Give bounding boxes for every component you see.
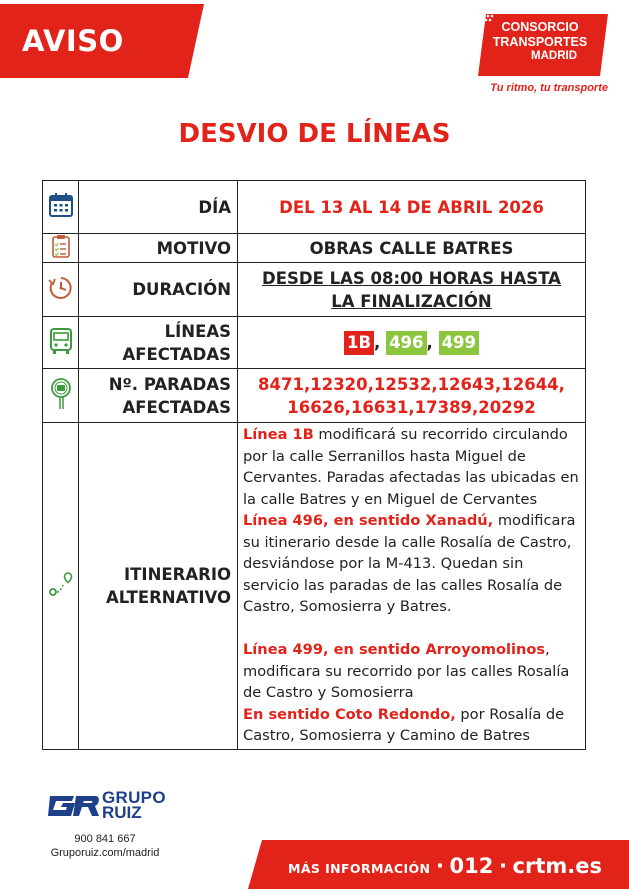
clock-icon (47, 274, 75, 302)
icon-cell (43, 369, 79, 423)
paragraph-text: por Rosalía de Castro, Somosierra y Camino de Batres (243, 705, 565, 744)
more-info-banner (248, 840, 629, 889)
table-row (43, 263, 586, 317)
clipboard-icon (50, 234, 72, 258)
grupo-ruiz-emblem-icon (48, 788, 100, 822)
grupo-ruiz-logo (48, 788, 188, 824)
table-row (43, 181, 586, 234)
icon-cell (43, 181, 79, 234)
website-link[interactable]: Gruporuiz.com/madrid (50, 847, 160, 859)
more-info-label: MÁS INFORMACIÓN (288, 861, 431, 876)
table-row (43, 423, 586, 750)
line-badge-496: 496 (386, 331, 426, 355)
more-info-text (288, 854, 602, 878)
stops-line: 8471,12320,12532,12643,12644, (258, 374, 565, 394)
table-row (43, 234, 586, 263)
phone-number: 900 841 667 (74, 833, 136, 845)
separator: , (374, 332, 381, 352)
brand-line-2: TRANSPORTES (492, 35, 588, 49)
row-label (79, 423, 238, 750)
slogan: Tu ritmo, tu transporte (490, 82, 608, 94)
notice-banner (0, 4, 204, 78)
itinerary-paragraph (243, 424, 581, 510)
label-line: LÍNEAS (164, 321, 231, 341)
label-line: ALTERNATIVO (106, 588, 231, 607)
line-highlight: Línea 499, en sentido Arroyomolinos (243, 641, 546, 658)
row-label (79, 369, 238, 423)
lines-value (238, 317, 586, 369)
reason-value: OBRAS CALLE BATRES (238, 234, 586, 263)
label-line: AFECTADAS (122, 397, 231, 417)
icon-cell (43, 423, 79, 750)
line-highlight: En sentido Coto Redondo, (243, 705, 456, 723)
separator-dot: · (435, 854, 444, 878)
brand-line-3: MADRID (531, 50, 577, 62)
duration-value: DESDE LAS 08:00 HORAS HASTA LA FINALIZACIÓN (238, 263, 586, 317)
paragraph-text: , modificara su recorrido por las calles Rosalía de Castro y Somosierra (243, 641, 570, 701)
line-highlight: Línea 1B (243, 426, 314, 443)
table-row (43, 317, 586, 369)
calendar-icon (48, 192, 74, 218)
icon-cell (43, 317, 79, 369)
date-value: DEL 13 AL 14 DE ABRIL 2026 (238, 181, 586, 234)
notice-label: AVISO (22, 24, 124, 58)
row-label: DURACIÓN (79, 263, 238, 317)
icon-cell (43, 263, 79, 317)
label-line: ITINERARIO (124, 565, 231, 584)
paragraph-text: modificará su recorrido circulando por la calle Serranillos hasta Miguel de Cervantes. Paradas afectadas las ubicadas en la calle Batres y en Miguel de Cervantes (243, 426, 579, 508)
route-icon (48, 570, 74, 598)
bus-stop-icon (49, 378, 73, 410)
row-label: MOTIVO (79, 234, 238, 263)
separator-dot: · (498, 854, 507, 878)
consorcio-logo (478, 14, 608, 76)
label-line: AFECTADAS (122, 344, 231, 364)
info-website[interactable]: crtm.es (512, 854, 602, 878)
stops-value (238, 369, 586, 423)
info-table (42, 180, 586, 750)
itinerary-paragraph (243, 639, 581, 704)
company-name-1: GRUPO (102, 788, 166, 807)
brand-line-1: CONSORCIO (501, 20, 579, 34)
line-highlight: Línea 496, en sentido Xanadú, (243, 512, 494, 529)
itinerary-paragraph (243, 704, 581, 747)
bus-icon (48, 327, 74, 355)
stops-line: 16626,16631,17389,20292 (287, 397, 536, 417)
separator: , (426, 332, 433, 352)
row-label: DÍA (79, 181, 238, 234)
line-badge-499: 499 (439, 331, 479, 355)
info-phone[interactable]: 012 (449, 854, 494, 878)
row-label (79, 317, 238, 369)
itinerary-paragraph (243, 510, 581, 618)
label-line: Nº. PARADAS (108, 374, 231, 394)
itinerary-text (238, 423, 586, 750)
company-name-2: RUIZ (102, 803, 142, 822)
table-row (43, 369, 586, 423)
stars-icon (478, 14, 494, 22)
line-badge-1b: 1B (344, 331, 374, 355)
page-title: DESVIO DE LÍNEAS (178, 119, 451, 149)
icon-cell (43, 234, 79, 263)
paragraph-text: modificara su itinerario desde la calle Rosalía de Castro, desviándose por la M-413. Quedan sin servicio las paradas de las calles Rosalía de Castro, Somosierra y Batres. (243, 512, 576, 615)
